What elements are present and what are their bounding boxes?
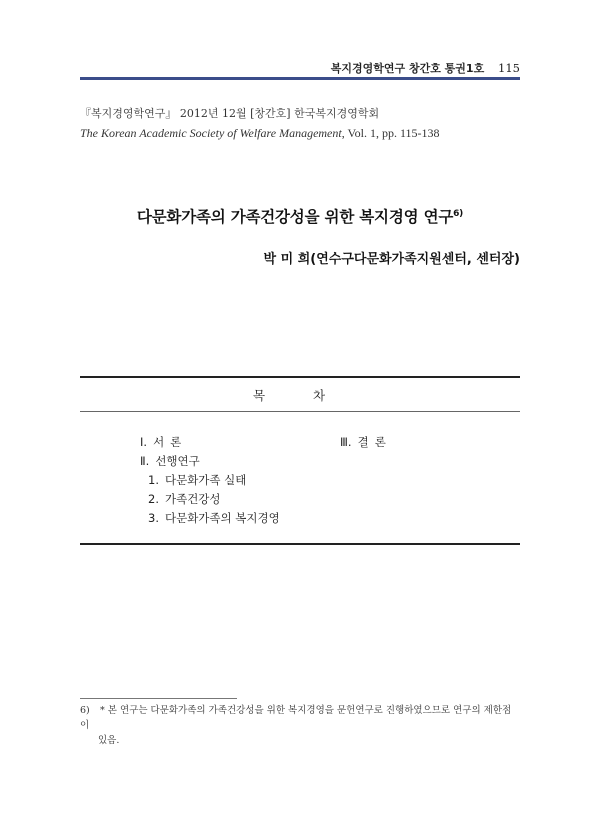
toc-item-number: Ⅱ. (140, 454, 150, 468)
author-line: 박 미 희(연수구다문화가족지원센터, 센터장) (263, 252, 520, 267)
toc-item-number: 3. (148, 511, 159, 525)
toc-top-rule (80, 376, 520, 378)
toc-item-label: 다문화가족의 복지경영 (164, 511, 280, 525)
toc-item-label: 선행연구 (155, 454, 200, 468)
toc-item-introduction[interactable] (140, 434, 187, 451)
toc-item-label: 결론 (357, 435, 392, 449)
running-head (80, 60, 520, 76)
toc-bottom-rule (80, 543, 520, 545)
paper-title-text: 다문화가족의 가족건강성을 위한 복지경영 연구 (136, 208, 454, 226)
toc-heading: 목 차 (252, 388, 348, 403)
footnote-line-1 (80, 703, 520, 733)
korean-citation: 『복지경영학연구』 2012년 12월 [창간호] 한국복지경영학회 (80, 107, 380, 120)
footnote-line-2: 있음. (98, 735, 120, 746)
footnote-text: * 본 연구는 다문화가족의 가족건강성을 위한 복지경영을 문헌연구로 진행하였으므로 연구의 제한점이 (80, 705, 512, 731)
title-footnote-ref[interactable]: 6) (453, 209, 464, 219)
toc-item-number: 2. (148, 492, 159, 506)
toc-item-label: 다문화가족 실태 (164, 473, 247, 487)
toc-item-number: 1. (148, 473, 159, 487)
page-number: 115 (498, 61, 520, 75)
header-rule (80, 77, 520, 80)
toc-heading-rule (80, 411, 520, 412)
footnote-separator (80, 698, 237, 699)
toc-subitem-family-strength[interactable] (148, 491, 221, 508)
toc-item-number: Ⅰ. (140, 435, 148, 449)
english-volume-pages: , Vol. 1, pp. 115-138 (341, 126, 440, 140)
english-citation (80, 126, 550, 141)
toc-item-number: Ⅲ. (340, 435, 352, 449)
footnote-marker: 6) (80, 705, 90, 716)
toc-item-label: 서론 (153, 435, 188, 449)
paper-title (80, 205, 520, 227)
toc-subitem-welfare-management[interactable] (148, 510, 280, 527)
journal-name: 복지경영학연구 창간호 통권1호 (330, 62, 485, 75)
footnote (80, 703, 520, 748)
toc-item-literature-review[interactable] (140, 453, 200, 470)
toc-item-label: 가족건강성 (164, 492, 221, 506)
toc-subitem-multicultural-status[interactable] (148, 472, 246, 489)
toc-item-conclusion[interactable] (340, 434, 392, 451)
english-journal-name: The Korean Academic Society of Welfare Management (80, 126, 342, 140)
